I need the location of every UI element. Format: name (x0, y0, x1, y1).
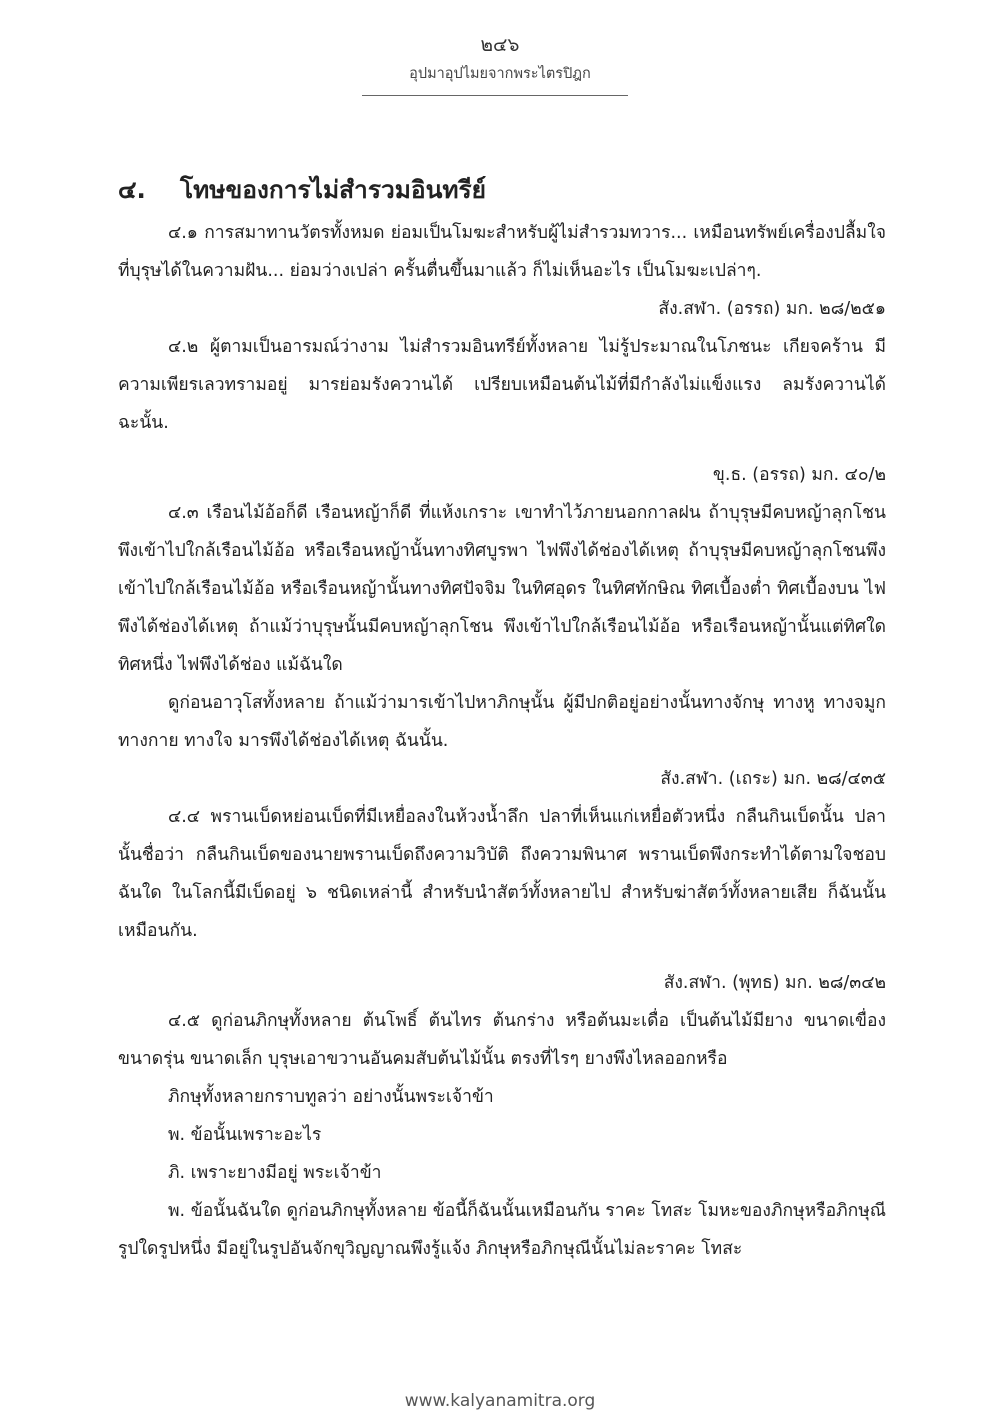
reference-4-2: ขุ.ธ. (อรรถ) มก. ๔๐/๒ (712, 465, 886, 485)
paragraph-4-4: ๔.๔ พรานเบ็ดหย่อนเบ็ดที่มีเหยื่อลงในห้วงน้ำลึก ปลาที่เห็นแก่เหยื่อตัวหนึ่ง กลืนกินเบ็ดนั้น ปลานั้นชื่อว่า กลืนกินเบ็ดของนายพรานเบ็ดถึงความวิบัติ ถึงความพินาศ พรานเบ็ดพึงกระทำได้ตามใจชอบ ฉันใด ในโลกนี้มีเบ็ดอยู่ ๖ ชนิดเหล่านี้ สำหรับนำสัตว์ทั้งหลายไป สำหรับฆ่าสัตว์ทั้งหลายเสีย ก็ฉันนั้นเหมือนกัน. (118, 807, 886, 941)
paragraph-4-3-continued: ดูก่อนอาวุโสทั้งหลาย ถ้าแม้ว่ามารเข้าไปหาภิกษุนั้น ผู้มีปกติอยู่อย่างนั้นทางจักษุ ทางหู ทางจมูก ทางกาย ทางใจ มารพึงได้ช่องได้เหตุ ฉันนั้น. (118, 693, 886, 751)
page-content (118, 168, 886, 1268)
reference-4-3: สัง.สฬา. (เถระ) มก. ๒๘/๔๓๕ (660, 769, 886, 789)
header-divider (362, 95, 628, 96)
section-heading (118, 168, 886, 212)
dialogue-line-monks-answer: ภิ. เพราะยางมีอยู่ พระเจ้าข้า (168, 1163, 382, 1183)
book-title: อุปมาอุปไมยจากพระไตรปิฎก (409, 66, 591, 82)
paragraph-4-1: ๔.๑ การสมาทานวัตรทั้งหมด ย่อมเป็นโมฆะสำหรับผู้ไม่สำรวมทวาร... เหมือนทรัพย์เครื่องปลื้มใจที่บุรุษได้ในความฝัน... ย่อมว่างเปล่า ครั้นตื่นขึ้นมาแล้ว ก็ไม่เห็นอะไร เป็นโมฆะเปล่าๆ. (118, 223, 886, 281)
paragraph-4-3: ๔.๓ เรือนไม้อ้อก็ดี เรือนหญ้าก็ดี ที่แห้งเกราะ เขาทำไว้ภายนอกกาลฝน ถ้าบุรุษมีคบหญ้าลุกโชน พึงเข้าไปใกล้เรือนไม้อ้อ หรือเรือนหญ้านั้นทางทิศบูรพา ไฟพึงได้ช่องได้เหตุ ถ้าบุรุษมีคบหญ้าลุกโชนพึงเข้าไปใกล้เรือนไม้อ้อ หรือเรือนหญ้านั้นทางทิศปัจจิม ในทิศอุดร ในทิศทักษิณ ทิศเบื้องต่ำ ทิศเบื้องบน ไฟพึงได้ช่องได้เหตุ ถ้าแม้ว่าบุรุษนั้นมีคบหญ้าลุกโชน พึงเข้าไปใกล้เรือนไม้อ้อ หรือเรือนหญ้านั้นแต่ทิศใดทิศหนึ่ง ไฟพึงได้ช่อง แม้ฉันใด (118, 503, 886, 675)
footer-website: www.kalyanamitra.org (404, 1391, 596, 1411)
dialogue-line-buddha-question: พ. ข้อนั้นเพราะอะไร (168, 1125, 322, 1145)
paragraph-4-5: ๔.๕ ดูก่อนภิกษุทั้งหลาย ต้นโพธิ์ ต้นไทร ต้นกร่าง หรือต้นมะเดื่อ เป็นต้นไม้มียาง ขนาดเขื่อง ขนาดรุ่น ขนาดเล็ก บุรุษเอาขวานอันคมสับต้นไม้นั้น ตรงที่ไรๆ ยางพึงไหลออกหรือ (118, 1011, 886, 1069)
section-number: ๔. (118, 175, 146, 204)
reference-4-4: สัง.สฬา. (พุทธ) มก. ๒๘/๓๔๒ (663, 973, 886, 993)
dialogue-line-monks-reply: ภิกษุทั้งหลายกราบทูลว่า อย่างนั้นพระเจ้าข้า (168, 1087, 494, 1107)
reference-4-1: สัง.สฬา. (อรรถ) มก. ๒๘/๒๕๑ (658, 299, 886, 319)
page-number: ๒๔๖ (480, 34, 520, 56)
dialogue-line-buddha-explanation: พ. ข้อนั้นฉันใด ดูก่อนภิกษุทั้งหลาย ข้อนี้ก็ฉันนั้นเหมือนกัน ราคะ โทสะ โมหะของภิกษุหรือภิกษุณีรูปใดรูปหนึ่ง มีอยู่ในรูปอันจักขุวิญญาณพึงรู้แจ้ง ภิกษุหรือภิกษุณีนั้นไม่ละราคะ โทสะ (118, 1201, 886, 1259)
paragraph-4-2: ๔.๒ ผู้ตามเป็นอารมณ์ว่างาม ไม่สำรวมอินทรีย์ทั้งหลาย ไม่รู้ประมาณในโภชนะ เกียจคร้าน มีความเพียรเลวทรามอยู่ มารย่อมรังควานได้ เปรียบเหมือนต้นไม้ที่มีกำลังไม่แข็งแรง ลมรังควานได้ ฉะนั้น. (118, 337, 886, 433)
section-title: โทษของการไม่สำรวมอินทรีย์ (180, 175, 487, 204)
